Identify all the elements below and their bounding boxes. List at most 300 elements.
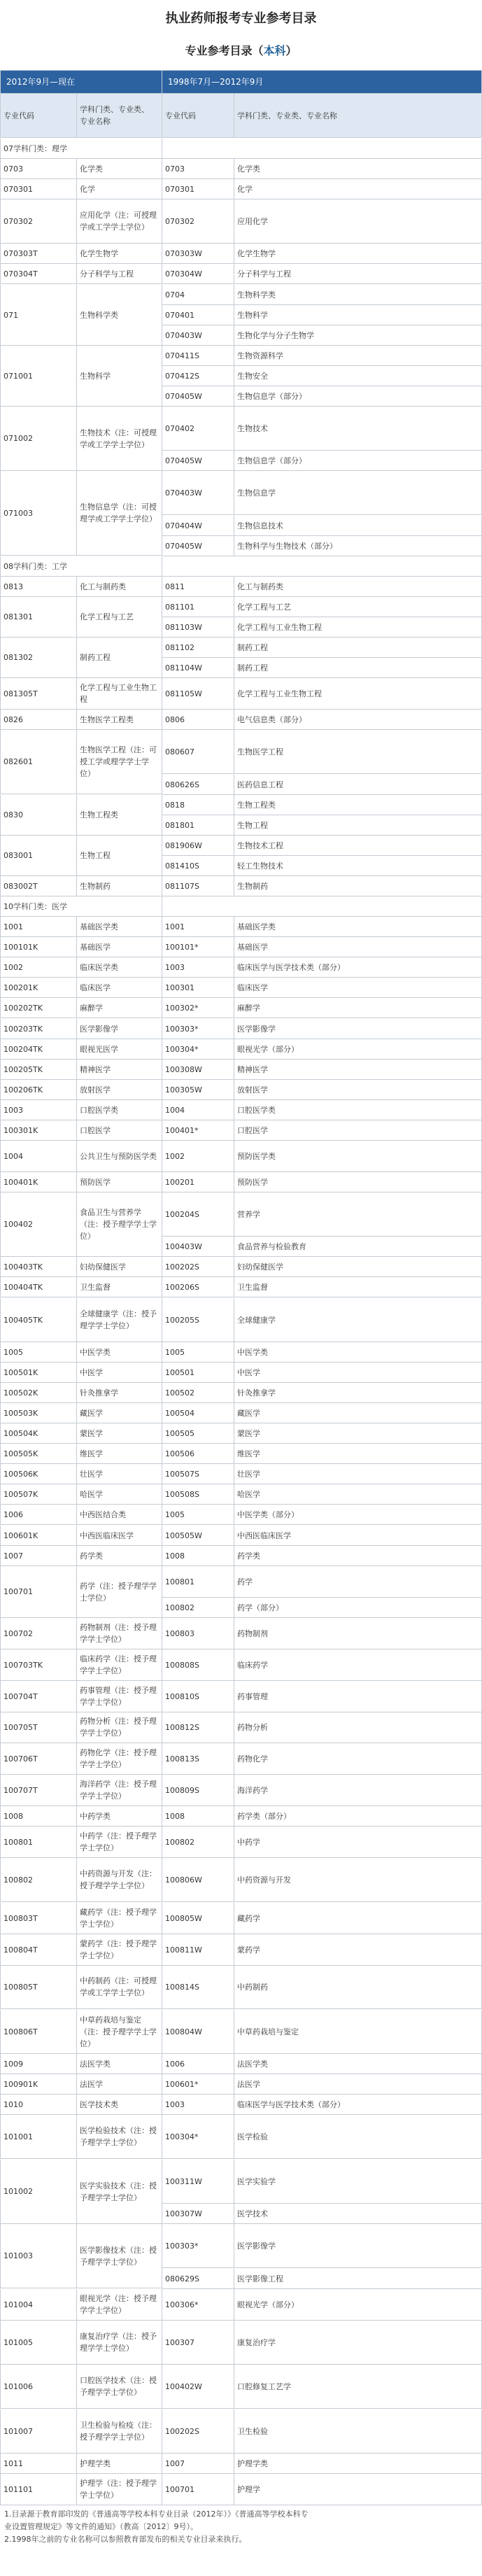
category-row: 10学科门类：医学 xyxy=(0,896,162,917)
current-name: 放射医学 xyxy=(77,1080,162,1100)
category-row: 08学科门类：工学 xyxy=(0,556,162,577)
previous-code: 100205S xyxy=(162,1298,234,1342)
current-name: 口腔医学类 xyxy=(77,1100,162,1120)
current-name: 中药资源与开发（注：授予理学学士学位） xyxy=(77,1858,162,1902)
current-code: 100201K xyxy=(0,978,77,998)
previous-code: 100301 xyxy=(162,978,234,998)
current-name: 临床医学 xyxy=(77,978,162,998)
current-name: 生物科学 xyxy=(77,346,162,407)
previous-code: 1003 xyxy=(162,957,234,978)
previous-name: 哈医学 xyxy=(234,1484,482,1505)
current-name: 药事管理（注：授予理学学士学位） xyxy=(77,1681,162,1712)
previous-name: 中医学类 xyxy=(234,1342,482,1363)
previous-name: 临床医学 xyxy=(234,978,482,998)
current-name: 眼视光医学 xyxy=(77,1039,162,1060)
category-row-blank xyxy=(162,556,482,577)
current-name: 生物科学类 xyxy=(77,285,162,346)
current-name: 化学 xyxy=(77,179,162,199)
previous-name: 蒙药学 xyxy=(234,1934,482,1966)
current-code: 070303T xyxy=(0,244,77,264)
previous-code: 1002 xyxy=(162,1141,234,1172)
previous-name: 放射医学 xyxy=(234,1080,482,1100)
previous-name: 食品营养与检验教育 xyxy=(234,1237,482,1257)
current-name: 法医学 xyxy=(77,2074,162,2095)
previous-code: 070405W xyxy=(162,536,234,556)
previous-code: 100504 xyxy=(162,1403,234,1423)
previous-code: 100801 xyxy=(162,1566,234,1598)
previous-name: 生物信息技术 xyxy=(234,516,482,536)
previous-name: 眼视光学（部分） xyxy=(234,1039,482,1060)
previous-name: 生物资源科学 xyxy=(234,346,482,366)
current-name: 药学（注：授予理学学士学位） xyxy=(77,1566,162,1618)
previous-code: 070303W xyxy=(162,244,234,264)
current-name: 基础医学类 xyxy=(77,917,162,937)
previous-code: 100803 xyxy=(162,1618,234,1649)
previous-code: 100804W xyxy=(162,2010,234,2054)
current-code: 1003 xyxy=(0,1100,77,1120)
previous-code: 1005 xyxy=(162,1342,234,1363)
current-name: 公共卫生与预防医学类 xyxy=(77,1141,162,1172)
current-name: 药物化学（注：授予理学学士学位） xyxy=(77,1743,162,1775)
previous-name: 分子科学与工程 xyxy=(234,264,482,284)
previous-code: 100402W xyxy=(162,2365,234,2409)
previous-code: 100307 xyxy=(162,2321,234,2365)
previous-code: 070411S xyxy=(162,346,234,366)
current-code: 101005 xyxy=(0,2321,77,2365)
previous-name: 药学（部分） xyxy=(234,1598,482,1618)
current-code: 100205TK xyxy=(0,1060,77,1080)
current-code: 101006 xyxy=(0,2365,77,2409)
current-code: 1006 xyxy=(0,1505,77,1525)
current-name: 蒙医学 xyxy=(77,1423,162,1444)
current-name: 分子科学与工程 xyxy=(77,264,162,284)
subtitle-accent: 本科 xyxy=(263,44,286,57)
current-code: 100705T xyxy=(0,1712,77,1743)
previous-name: 生物安全 xyxy=(234,366,482,386)
current-name: 护理学（注：授予理学学士学位） xyxy=(77,2474,162,2505)
previous-code: 100505W xyxy=(162,1526,234,1546)
header-name-label: 学科门类、专业类、 专业名称 xyxy=(77,94,162,138)
current-name: 药学类 xyxy=(77,1546,162,1566)
previous-name: 中药学 xyxy=(234,1827,482,1858)
current-code: 100202TK xyxy=(0,998,77,1018)
previous-name: 基础医学 xyxy=(234,937,482,957)
current-name: 中药学（注：授予理学学士学位） xyxy=(77,1827,162,1858)
current-name: 口腔医学 xyxy=(77,1120,162,1141)
current-code: 100901K xyxy=(0,2074,77,2095)
current-name: 中医学 xyxy=(77,1363,162,1383)
current-name: 针灸推拿学 xyxy=(77,1383,162,1403)
current-code: 100402 xyxy=(0,1192,77,1257)
previous-name: 生物科学 xyxy=(234,305,482,325)
current-name: 全球健康学（注：授予理学学士学位） xyxy=(77,1298,162,1342)
previous-code: 1003 xyxy=(162,2095,234,2115)
previous-name: 化学工程与工业生物工程 xyxy=(234,678,482,710)
subtitle-suffix: ） xyxy=(285,44,297,57)
previous-code: 100508S xyxy=(162,1484,234,1505)
previous-name: 医学实验学 xyxy=(234,2160,482,2204)
previous-name: 生物技术 xyxy=(234,407,482,451)
header-code-label: 专业代码 xyxy=(162,94,234,138)
previous-name: 生物工程类 xyxy=(234,795,482,815)
previous-code: 100306* xyxy=(162,2289,234,2321)
previous-name: 中医学 xyxy=(234,1363,482,1383)
previous-code: 0806 xyxy=(162,710,234,730)
previous-name: 维医学 xyxy=(234,1444,482,1464)
current-name: 生物工程类 xyxy=(77,795,162,836)
previous-name: 生物科学类 xyxy=(234,285,482,305)
previous-code: 100506 xyxy=(162,1444,234,1464)
current-code: 100405TK xyxy=(0,1298,77,1342)
previous-name: 口腔医学 xyxy=(234,1120,482,1141)
previous-name: 药学类 xyxy=(234,1546,482,1566)
previous-name: 中药制药 xyxy=(234,1965,482,2009)
current-code: 100203TK xyxy=(0,1019,77,1039)
previous-code: 080626S xyxy=(162,775,234,795)
previous-code: 081102 xyxy=(162,638,234,658)
page-subtitle xyxy=(0,42,482,58)
current-code: 100701 xyxy=(0,1566,77,1618)
previous-name: 营养学 xyxy=(234,1192,482,1237)
current-code: 083002T xyxy=(0,876,77,896)
major-catalog-table xyxy=(0,70,482,2505)
current-code: 1001 xyxy=(0,917,77,937)
previous-name: 法医学类 xyxy=(234,2054,482,2074)
header-current-period: 2012年9月—现在 xyxy=(0,70,162,94)
current-code: 071003 xyxy=(0,471,77,556)
current-name: 中西医结合类 xyxy=(77,1505,162,1525)
previous-code: 070412S xyxy=(162,366,234,386)
previous-name: 卫生检验 xyxy=(234,2409,482,2454)
previous-code: 080607 xyxy=(162,730,234,774)
current-name: 医学实验技术（注：授予理学学士学位） xyxy=(77,2160,162,2224)
previous-name: 药学类（部分） xyxy=(234,1806,482,1827)
previous-code: 070404W xyxy=(162,516,234,536)
previous-name: 卫生监督 xyxy=(234,1277,482,1297)
previous-code: 100303* xyxy=(162,2224,234,2268)
current-name: 生物制药 xyxy=(77,876,162,896)
previous-code: 100505 xyxy=(162,1423,234,1444)
current-code: 100504K xyxy=(0,1423,77,1444)
previous-name: 化学生物学 xyxy=(234,244,482,264)
current-code: 070302 xyxy=(0,199,77,244)
previous-name: 生物技术工程 xyxy=(234,836,482,856)
current-code: 100505K xyxy=(0,1444,77,1464)
current-code: 100401K xyxy=(0,1172,77,1192)
previous-code: 100308W xyxy=(162,1060,234,1080)
current-name: 药物分析（注：授予理学学士学位） xyxy=(77,1712,162,1743)
previous-name: 化学工程与工业生物工程 xyxy=(234,617,482,638)
previous-code: 070302 xyxy=(162,199,234,244)
previous-name: 生物工程 xyxy=(234,815,482,836)
previous-code: 081105W xyxy=(162,678,234,710)
previous-name: 生物信息学（部分） xyxy=(234,451,482,471)
current-code: 100804T xyxy=(0,1934,77,1966)
previous-name: 药事管理 xyxy=(234,1681,482,1712)
current-code: 101001 xyxy=(0,2115,77,2159)
previous-name: 基础医学类 xyxy=(234,917,482,937)
current-name: 临床医学类 xyxy=(77,957,162,978)
current-code: 100507K xyxy=(0,1484,77,1505)
previous-name: 蒙医学 xyxy=(234,1423,482,1444)
current-code: 100702 xyxy=(0,1618,77,1649)
previous-name: 制药工程 xyxy=(234,658,482,678)
previous-code: 100307W xyxy=(162,2204,234,2224)
previous-code: 070304W xyxy=(162,264,234,284)
current-name: 制药工程 xyxy=(77,638,162,678)
previous-code: 100204S xyxy=(162,1192,234,1237)
previous-name: 医学影像学 xyxy=(234,1019,482,1039)
current-code: 071001 xyxy=(0,346,77,407)
previous-code: 100811W xyxy=(162,1934,234,1966)
current-code: 101003 xyxy=(0,2224,77,2288)
previous-name: 电气信息类（部分） xyxy=(234,710,482,730)
category-row: 07学科门类：理学 xyxy=(0,139,162,159)
current-code: 101002 xyxy=(0,2160,77,2224)
previous-code: 081103W xyxy=(162,617,234,638)
previous-code: 100311W xyxy=(162,2160,234,2204)
previous-name: 护理学类 xyxy=(234,2454,482,2474)
current-name: 基础医学 xyxy=(77,937,162,957)
previous-name: 藏医学 xyxy=(234,1403,482,1423)
previous-code: 1005 xyxy=(162,1505,234,1525)
previous-code: 100305W xyxy=(162,1080,234,1100)
previous-name: 法医学 xyxy=(234,2074,482,2095)
previous-code: 0818 xyxy=(162,795,234,815)
current-code: 100706T xyxy=(0,1743,77,1775)
current-name: 生物医学工程类 xyxy=(77,710,162,730)
previous-code: 100202S xyxy=(162,1257,234,1277)
previous-name: 临床医学与医学技术类（部分） xyxy=(234,957,482,978)
previous-name: 中草药栽培与鉴定 xyxy=(234,2010,482,2054)
current-code: 1005 xyxy=(0,1342,77,1363)
current-name: 生物技术（注：可授理学或工学学士学位） xyxy=(77,407,162,471)
previous-code: 081801 xyxy=(162,815,234,836)
current-code: 100204TK xyxy=(0,1039,77,1060)
previous-name: 医药信息工程 xyxy=(234,775,482,795)
previous-name: 医学检验 xyxy=(234,2115,482,2159)
footnotes xyxy=(0,2505,482,2576)
previous-code: 100806W xyxy=(162,1858,234,1902)
current-name: 药物制剂（注：授予理学学士学位） xyxy=(77,1618,162,1649)
current-name: 临床药学（注：授予理学学士学位） xyxy=(77,1649,162,1681)
current-code: 1008 xyxy=(0,1806,77,1827)
previous-code: 100808S xyxy=(162,1649,234,1681)
previous-name: 药学 xyxy=(234,1566,482,1598)
current-code: 100601K xyxy=(0,1526,77,1546)
current-name: 化学类 xyxy=(77,159,162,179)
previous-code: 100206S xyxy=(162,1277,234,1297)
previous-code: 070403W xyxy=(162,471,234,515)
current-code: 100403TK xyxy=(0,1257,77,1277)
previous-name: 壮医学 xyxy=(234,1464,482,1484)
previous-name: 藏药学 xyxy=(234,1903,482,1934)
previous-name: 精神医学 xyxy=(234,1060,482,1080)
previous-code: 100101* xyxy=(162,937,234,957)
current-name: 眼视光学（注：授予理学学士学位） xyxy=(77,2289,162,2321)
previous-name: 口腔修复工艺学 xyxy=(234,2365,482,2409)
header-code-label: 专业代码 xyxy=(0,94,77,138)
current-code: 100801 xyxy=(0,1827,77,1858)
header-name-label: 学科门类、专业类、专业名称 xyxy=(234,94,482,138)
previous-name: 生物医学工程 xyxy=(234,730,482,774)
previous-name: 生物信息学 xyxy=(234,471,482,515)
current-code: 083001 xyxy=(0,836,77,876)
previous-name: 康复治疗学 xyxy=(234,2321,482,2365)
current-code: 081305T xyxy=(0,678,77,710)
header-previous-period: 1998年7月—2012年9月 xyxy=(162,70,482,94)
previous-code: 070405W xyxy=(162,451,234,471)
current-name: 医学检验技术（注：授予理学学士学位） xyxy=(77,2115,162,2159)
current-code: 100404TK xyxy=(0,1277,77,1297)
current-name: 化工与制药类 xyxy=(77,577,162,597)
previous-code: 081104W xyxy=(162,658,234,678)
current-code: 071002 xyxy=(0,407,77,471)
previous-name: 药物制剂 xyxy=(234,1618,482,1649)
previous-code: 100802 xyxy=(162,1598,234,1618)
current-name: 卫生监督 xyxy=(77,1277,162,1297)
current-name: 海洋药学（注：授予理学学士学位） xyxy=(77,1775,162,1806)
previous-code: 070402 xyxy=(162,407,234,451)
current-name: 生物工程 xyxy=(77,836,162,876)
previous-name: 临床药学 xyxy=(234,1649,482,1681)
previous-code: 1004 xyxy=(162,1100,234,1120)
previous-name: 眼视光学（部分） xyxy=(234,2289,482,2321)
current-name: 维医学 xyxy=(77,1444,162,1464)
previous-code: 100701 xyxy=(162,2474,234,2505)
previous-name: 医学影像学 xyxy=(234,2224,482,2268)
current-code: 070304T xyxy=(0,264,77,284)
previous-name: 麻醉学 xyxy=(234,998,482,1018)
current-name: 中医学类 xyxy=(77,1342,162,1363)
current-code: 1007 xyxy=(0,1546,77,1566)
current-name: 藏医学 xyxy=(77,1403,162,1423)
current-name: 应用化学（注：可授理学或工学学士学位） xyxy=(77,199,162,244)
previous-code: 100303* xyxy=(162,1019,234,1039)
previous-name: 生物科学与生物技术（部分） xyxy=(234,536,482,556)
previous-code: 070403W xyxy=(162,325,234,346)
previous-name: 临床医学与医学技术类（部分） xyxy=(234,2095,482,2115)
previous-name: 预防医学类 xyxy=(234,1141,482,1172)
footnote-2: 2.1998年之前的专业名称可以参照教育部发布的相关专业目录来执行。 xyxy=(4,2535,247,2544)
previous-name: 生物制药 xyxy=(234,876,482,896)
previous-code: 070301 xyxy=(162,179,234,199)
subtitle-prefix: 专业参考目录（ xyxy=(185,44,264,57)
previous-name: 护理学 xyxy=(234,2474,482,2505)
previous-name: 全球健康学 xyxy=(234,1298,482,1342)
current-code: 100707T xyxy=(0,1775,77,1806)
current-code: 1010 xyxy=(0,2095,77,2115)
current-name: 食品卫生与营养学（注：授予理学学士学位） xyxy=(77,1192,162,1257)
current-name: 蒙药学（注：授予理学学士学位） xyxy=(77,1934,162,1966)
previous-code: 100403W xyxy=(162,1237,234,1257)
previous-name: 化工与制药类 xyxy=(234,577,482,597)
previous-code: 081107S xyxy=(162,876,234,896)
current-name: 护理学类 xyxy=(77,2454,162,2474)
current-name: 生物医学工程（注：可授工学或理学学士学位） xyxy=(77,730,162,794)
current-name: 卫生检验与检疫（注：授予理学学士学位） xyxy=(77,2409,162,2454)
current-code: 1004 xyxy=(0,1141,77,1172)
previous-name: 制药工程 xyxy=(234,638,482,658)
previous-code: 0704 xyxy=(162,285,234,305)
current-code: 0826 xyxy=(0,710,77,730)
current-code: 100101K xyxy=(0,937,77,957)
previous-code: 100501 xyxy=(162,1363,234,1383)
current-code: 071 xyxy=(0,285,77,346)
current-code: 100802 xyxy=(0,1858,77,1902)
current-code: 100301K xyxy=(0,1120,77,1141)
current-code: 1011 xyxy=(0,2454,77,2474)
previous-name: 中西医临床医学 xyxy=(234,1526,482,1546)
current-code: 0830 xyxy=(0,795,77,836)
category-row-blank xyxy=(162,896,482,917)
current-name: 哈医学 xyxy=(77,1484,162,1505)
current-code: 081301 xyxy=(0,597,77,638)
current-name: 医学影像学 xyxy=(77,1019,162,1039)
current-code: 0703 xyxy=(0,159,77,179)
current-code: 100805T xyxy=(0,1965,77,2009)
previous-code: 070405W xyxy=(162,386,234,407)
previous-code: 1007 xyxy=(162,2454,234,2474)
previous-code: 100814S xyxy=(162,1965,234,2009)
previous-code: 100805W xyxy=(162,1903,234,1934)
current-name: 中药学类 xyxy=(77,1806,162,1827)
previous-code: 081906W xyxy=(162,836,234,856)
current-name: 中草药栽培与鉴定（注：授予理学学士学位） xyxy=(77,2010,162,2054)
previous-code: 1001 xyxy=(162,917,234,937)
previous-code: 1008 xyxy=(162,1806,234,1827)
current-name: 中西医临床医学 xyxy=(77,1526,162,1546)
current-name: 法医学类 xyxy=(77,2054,162,2074)
previous-name: 生物信息学（部分） xyxy=(234,386,482,407)
current-name: 妇幼保健医学 xyxy=(77,1257,162,1277)
current-code: 1009 xyxy=(0,2054,77,2074)
current-name: 化学工程与工艺 xyxy=(77,597,162,638)
current-code: 101101 xyxy=(0,2474,77,2505)
previous-code: 100810S xyxy=(162,1681,234,1712)
previous-code: 100302* xyxy=(162,998,234,1018)
previous-code: 1006 xyxy=(162,2054,234,2074)
current-name: 医学技术类 xyxy=(77,2095,162,2115)
previous-code: 100507S xyxy=(162,1464,234,1484)
current-code: 100206TK xyxy=(0,1080,77,1100)
previous-name: 生物化学与分子生物学 xyxy=(234,325,482,346)
previous-code: 081101 xyxy=(162,597,234,617)
previous-name: 化学类 xyxy=(234,159,482,179)
current-name: 麻醉学 xyxy=(77,998,162,1018)
current-code: 100502K xyxy=(0,1383,77,1403)
previous-name: 针灸推拿学 xyxy=(234,1383,482,1403)
previous-name: 药物化学 xyxy=(234,1743,482,1775)
previous-code: 081410S xyxy=(162,856,234,876)
current-code: 100503K xyxy=(0,1403,77,1423)
current-name: 化学生物学 xyxy=(77,244,162,264)
previous-name: 化学 xyxy=(234,179,482,199)
previous-code: 100802 xyxy=(162,1827,234,1858)
previous-code: 100809S xyxy=(162,1775,234,1806)
previous-name: 海洋药学 xyxy=(234,1775,482,1806)
previous-name: 轻工生物技术 xyxy=(234,856,482,876)
previous-code: 100601* xyxy=(162,2074,234,2095)
previous-code: 100401* xyxy=(162,1120,234,1141)
previous-name: 化学工程与工艺 xyxy=(234,597,482,617)
current-name: 康复治疗学（注：授予理学学士学位） xyxy=(77,2321,162,2365)
current-code: 101004 xyxy=(0,2289,77,2321)
current-code: 0813 xyxy=(0,577,77,597)
previous-name: 中药资源与开发 xyxy=(234,1858,482,1902)
current-code: 081302 xyxy=(0,638,77,678)
current-code: 100506K xyxy=(0,1464,77,1484)
